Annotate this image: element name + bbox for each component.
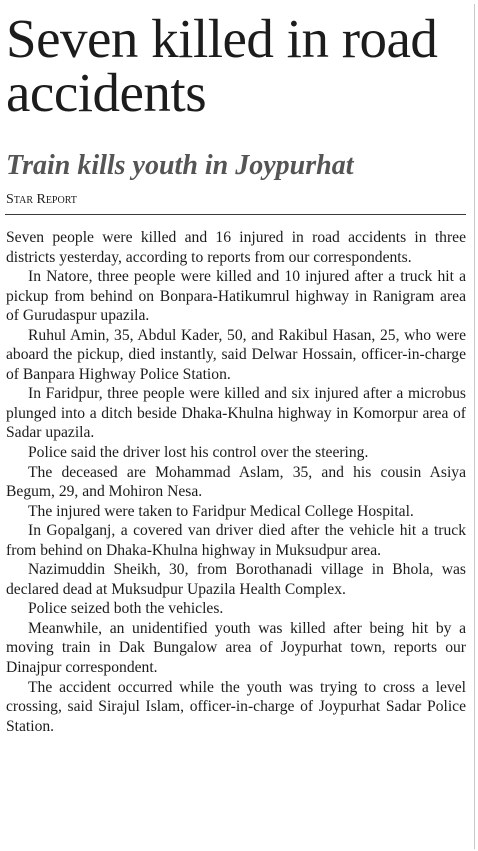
column-edge-line (474, 4, 475, 849)
article-paragraph: The accident occurred while the youth was trying to cross a level crossing, said Sirajul Islam, officer-in-charge of Joypurhat Sadar Police Station. (6, 678, 466, 735)
article-body (6, 228, 466, 736)
article-paragraph: Meanwhile, an unidentified youth was killed after being hit by a moving train in Dak Bungalow area of Joypurhat town, reports our Dinajpur correspondent. (6, 619, 466, 677)
article-paragraph: The injured were taken to Faridpur Medical College Hospital. (28, 502, 414, 520)
article-paragraph: Seven people were killed and 16 injured in road accidents in three districts yesterday, according to reports from our correspondents. (6, 229, 466, 266)
subheadline: Train kills youth in Joypurhat (6, 150, 354, 181)
article-paragraph: In Faridpur, three people were killed and six injured after a microbus plunged into a ditch beside Dhaka-Khulna highway in Komorpur area of Sadar upazila. (6, 385, 466, 442)
article-paragraph: Police said the driver lost his control over the steering. (28, 444, 369, 462)
article-paragraph: Ruhul Amin, 35, Abdul Kader, 50, and Rakibul Hasan, 25, who were aboard the pickup, died instantly, said Delwar Hossain, officer-in-charge of Banpara Highway Police Station. (6, 326, 466, 383)
headline: Seven killed in road accidents (6, 8, 438, 123)
byline: Star Report (6, 192, 77, 207)
article-paragraph: In Natore, three people were killed and 10 injured after a truck hit a pickup from behind on Bonpara-Hatikumrul highway in Ranigram area of Gurudaspur upazila. (6, 268, 466, 325)
article-paragraph: Nazimuddin Sheikh, 30, from Borothanadi village in Bhola, was declared dead at Muksudpur Upazila Health Complex. (6, 561, 466, 598)
byline-divider (5, 214, 466, 215)
article-paragraph: In Gopalganj, a covered van driver died after the vehicle hit a truck from behind on Dhaka-Khulna highway in Muksudpur area. (6, 522, 466, 559)
article-paragraph: Police seized both the vehicles. (28, 600, 224, 618)
article-paragraph: The deceased are Mohammad Aslam, 35, and his cousin Asiya Begum, 29, and Mohiron Nesa. (6, 463, 466, 501)
